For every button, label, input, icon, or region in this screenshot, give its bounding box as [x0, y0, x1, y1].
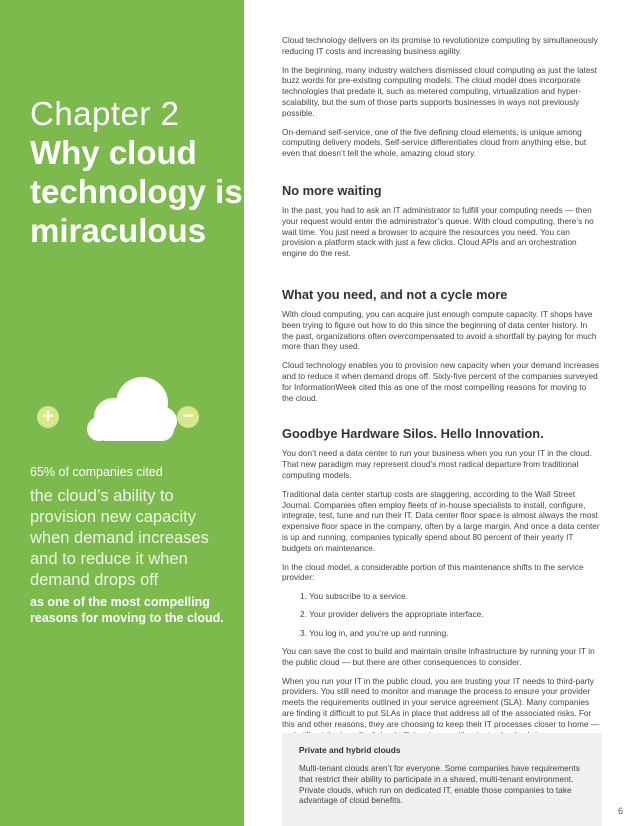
- plus-icon: +: [37, 406, 59, 428]
- callout-conclusion-line: reasons for moving to the cloud.: [30, 611, 224, 625]
- callout-highlight: [30, 486, 235, 591]
- section-paragraph: Cloud technology enables you to provision new capacity when your demand increases and to reduce it when demand drops off. Sixty-five percent of the companies surveyed for InformationWeek cited this as one of the most compelling reasons for moving to the cloud.: [282, 360, 599, 403]
- section-heading-no-more-waiting: No more waiting: [282, 182, 382, 198]
- intro-paragraph: Cloud technology delivers on its promise to revolutionize computing by simultaneously reducing IT costs and increasing business agility.: [282, 35, 598, 56]
- section-heading-what-you-need: What you need, and not a cycle more: [282, 286, 508, 302]
- callout-highlight-line: and to reduce it when: [30, 550, 188, 568]
- list-item: 1. You subscribe to a service.: [300, 591, 408, 602]
- callout-highlight-line: the cloud’s ability to: [30, 487, 174, 505]
- list-item: 3. You log in, and you’re up and running.: [300, 627, 449, 638]
- chapter-title: [30, 133, 243, 250]
- callout-highlight-line: provision new capacity: [30, 508, 196, 526]
- cloud-icon: [79, 373, 179, 445]
- callout-conclusion-line: as one of the most compelling: [30, 595, 210, 609]
- steps-list: [282, 591, 600, 638]
- info-box-title: Private and hybrid clouds: [299, 745, 401, 755]
- chapter-title-line: Why cloud: [30, 134, 197, 171]
- info-box-body: Multi-tenant clouds aren’t for everyone. Some companies have requirements that restrict their ability to participate in a shared, multi-tenant environment. Private clouds, which run on dedicated IT, enable those companies to take advantage of cloud benefits.: [299, 763, 580, 806]
- section-paragraph: When you run your IT in the public cloud, you are trusting your IT needs to third-party providers. You still need to monitor and manage the process to ensure your provider meets the requirements outlined in your service agreement (SLA). Many companies are finding it difficult to put SLAs in place that address all of the associated risks. For this and other reasons, they are choosing to keep their IT processes closer to home —: [282, 675, 600, 729]
- chapter-number: Chapter 2: [30, 95, 180, 132]
- chapter-title-line: miraculous: [30, 212, 207, 249]
- callout-highlight-line: when demand increases: [30, 529, 209, 547]
- section-paragraph: In the cloud model, a considerable portion of this maintenance shifts to the service provider:: [282, 561, 584, 583]
- main-content: [282, 35, 600, 748]
- section-paragraph: You don’t need a data center to run your business when you run your IT in the cloud. That new paradigm may represent cloud’s most radical departure from traditional computing models.: [282, 448, 592, 480]
- callout-stat: 65% of companies cited: [30, 465, 163, 479]
- list-item: 2. Your provider delivers the appropriate interface.: [300, 609, 484, 620]
- callout-conclusion: [30, 594, 235, 626]
- section-paragraph: In the past, you had to ask an IT administrator to fulfill your computing needs — then your request would enter the administrator’s queue. With cloud computing, there’s no wait time. You just need a browser to acquire the resources you need. You can provision a platform stack with just a few clicks. Cloud APIs and an orchestration engine do the rest.: [282, 204, 594, 259]
- minus-icon: −: [177, 406, 199, 428]
- section-paragraph: You can save the cost to build and maintain onsite infrastructure by running your IT in the public cloud — but there are other consequences to consider.: [282, 645, 595, 667]
- section-heading-goodbye-silos: Goodbye Hardware Silos. Hello Innovation.: [282, 426, 544, 442]
- cloud-illustration: [35, 373, 215, 445]
- statistic-callout: [30, 464, 235, 626]
- chapter-sidebar: [0, 0, 244, 826]
- section-paragraph: With cloud computing, you can acquire just enough compute capacity. IT shops have been trying to figure out how to do this since the beginning of data center history. In the past, organizations often overcompensated to avoid a shortfall by paying for much more than they used.: [282, 308, 597, 352]
- section-paragraph: Traditional data center startup costs are staggering, according to the Wall Street Journal. Companies often employ fleets of in-house specialists to install, configure, integrate, test, tune and run their IT. Data center floor space is almost always the most expensive floor space in the company, often by a large margin. And once a data center is up and running, companies typically spend about 80 percent of their yearly IT budgets on maintenance.: [282, 488, 600, 553]
- private-hybrid-clouds-box: [282, 733, 602, 826]
- intro-paragraph: In the beginning, many industry watchers dismissed cloud computing as just the latest buzz words for pre-existing computing models. The cloud model does incorporate technologies that predate it, such as metered computing, virtualization and hyper-scalability, but the sum of those parts supports businesses in ways not previously possible.: [282, 64, 597, 118]
- chapter-title-line: technology is: [30, 173, 243, 210]
- page-number: 6: [618, 806, 624, 816]
- intro-paragraph: On-demand self-service, one of the five defining cloud elements, is unique among computing delivery models. Self-service differentiates cloud from anything else, but even that doesn’t tell the whole, amazing cloud story.: [282, 126, 587, 159]
- callout-highlight-line: demand drops off: [30, 571, 159, 589]
